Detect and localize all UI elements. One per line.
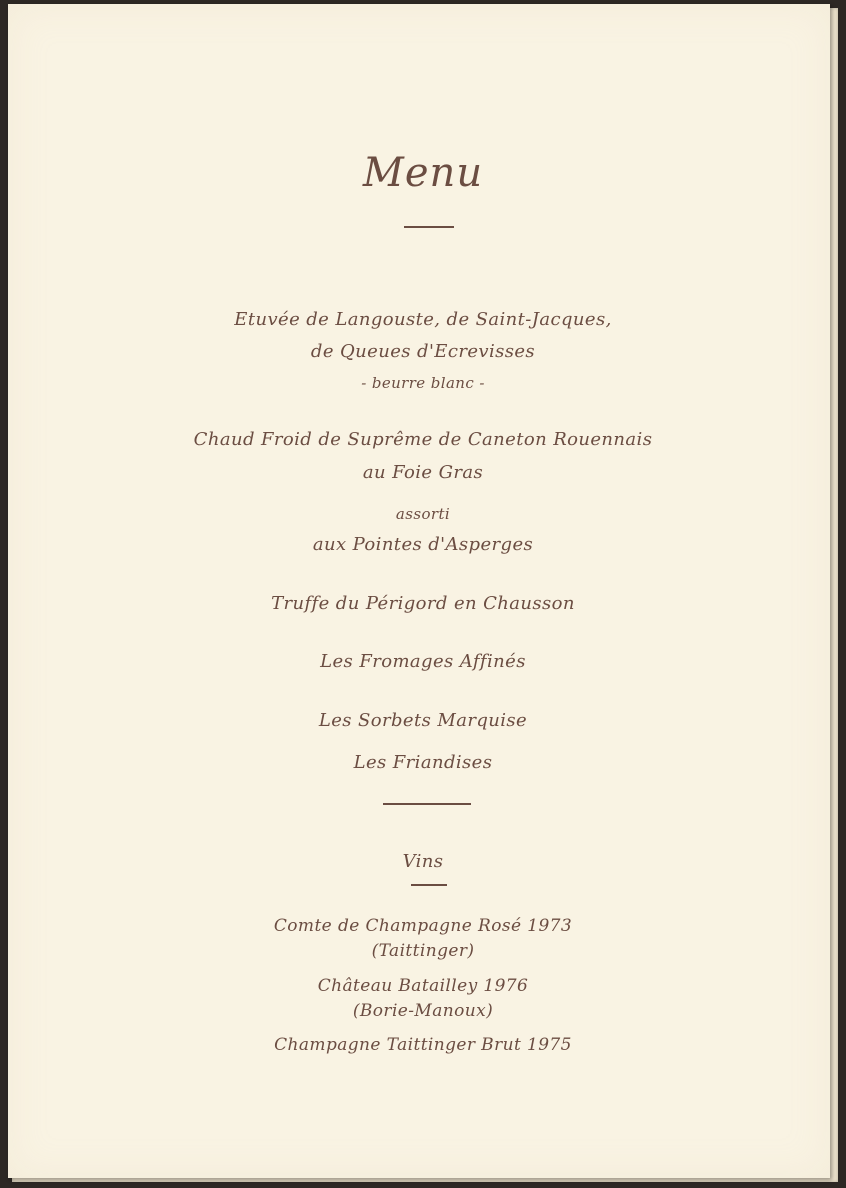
wines-heading: Vins xyxy=(402,851,444,872)
wine-3: Champagne Taittinger Brut 1975 xyxy=(274,1035,572,1055)
course-1-line-1: Etuvée de Langouste, de Saint-Jacques, xyxy=(234,309,612,330)
wine-1-line-1: Comte de Champagne Rosé 1973 xyxy=(273,916,573,936)
course-2-line-4: aux Pointes d'Asperges xyxy=(312,534,534,555)
course-3: Truffe du Périgord en Chausson xyxy=(271,593,575,614)
course-1-line-3: - beurre blanc - xyxy=(361,374,485,392)
wine-1-line-2: (Taittinger) xyxy=(371,941,475,961)
menu-title: Menu xyxy=(362,150,484,196)
course-2-line-1: Chaud Froid de Suprême de Caneton Rouennais xyxy=(193,429,653,450)
course-4: Les Fromages Affinés xyxy=(320,651,526,672)
title-divider xyxy=(404,226,454,228)
courses-divider xyxy=(383,803,471,805)
wine-2-line-1: Château Batailley 1976 xyxy=(317,976,529,996)
wine-2-line-2: (Borie-Manoux) xyxy=(352,1001,494,1021)
course-2-line-3: assorti xyxy=(395,505,451,523)
course-1-line-2: de Queues d'Ecrevisses xyxy=(310,341,536,362)
course-5: Les Sorbets Marquise xyxy=(318,710,528,731)
course-2-line-2: au Foie Gras xyxy=(362,462,484,483)
course-6: Les Friandises xyxy=(353,752,493,773)
wines-divider xyxy=(411,884,447,886)
